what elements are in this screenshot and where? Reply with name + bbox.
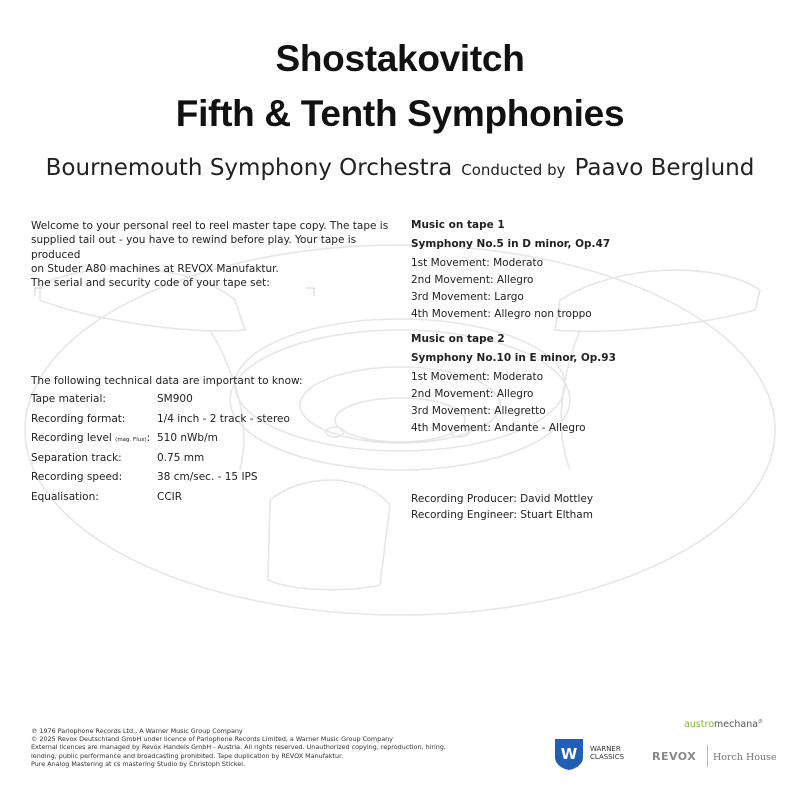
tech-label-recording-level bbox=[31, 432, 150, 444]
movement-item: 3rd Movement: Allegretto bbox=[411, 405, 546, 417]
legal-line: Pure Analog Mastering at cs mastering Studio by Christoph Stickel. bbox=[31, 759, 245, 768]
orchestra-name: Bournemouth Symphony Orchestra bbox=[45, 155, 453, 181]
welcome-line: on Studer A80 machines at REVOX Manufaktur. bbox=[31, 262, 279, 275]
legal-line: ℗ 1976 Parlophone Records Ltd., A Warner Music Group Company bbox=[31, 727, 243, 735]
technical-data-intro: The following technical data are important to know: bbox=[31, 375, 303, 387]
tech-label: Equalisation: bbox=[31, 490, 99, 503]
austromechana-logo bbox=[684, 719, 763, 730]
welcome-line: Welcome to your personal reel to reel master tape copy. The tape is bbox=[31, 220, 389, 232]
movement-item: 2nd Movement: Allegro bbox=[411, 388, 534, 400]
movement-item: 4th Movement: Andante - Allegro bbox=[411, 422, 586, 434]
tech-label-suffix: : bbox=[146, 432, 151, 445]
movement-item: 2nd Movement: Allegro bbox=[411, 274, 534, 286]
horch-house-logo: Horch House bbox=[713, 752, 777, 763]
tech-value: 1/4 inch - 2 track - stereo bbox=[157, 412, 290, 425]
tape-heading: Music on tape 1 bbox=[411, 219, 505, 231]
warner-shield-icon bbox=[553, 737, 585, 771]
tape-gap bbox=[411, 325, 781, 333]
warner-line: WARNER bbox=[590, 745, 621, 753]
tech-label: Tape material: bbox=[31, 393, 106, 405]
austromechana-part1: austro bbox=[684, 719, 715, 731]
tech-label: Recording format: bbox=[31, 412, 126, 425]
tech-value: CCIR bbox=[157, 490, 183, 503]
conducted-by-label: Conducted by bbox=[461, 161, 566, 179]
tape-heading: Music on tape 2 bbox=[411, 333, 505, 345]
registered-mark: ® bbox=[758, 719, 764, 725]
tech-value: 510 nWb/m bbox=[157, 432, 218, 445]
movement-item: 4th Movement: Allegro non troppo bbox=[411, 308, 592, 320]
austromechana-part2: mechana bbox=[714, 719, 759, 731]
tech-label: Recording speed: bbox=[31, 471, 123, 484]
tech-label: Separation track: bbox=[31, 451, 122, 464]
classics-line: CLASSICS bbox=[590, 753, 625, 761]
conductor-name: Paavo Berglund bbox=[574, 155, 755, 181]
movement-item: 1st Movement: Moderato bbox=[411, 257, 543, 269]
tape-2-section bbox=[411, 333, 781, 439]
tech-value: SM900 bbox=[157, 393, 193, 405]
performers-line bbox=[0, 155, 800, 181]
tech-label: Recording level bbox=[31, 432, 112, 445]
tape-contents bbox=[411, 219, 781, 439]
welcome-text bbox=[31, 219, 401, 290]
tech-label-note: (mag. Flux) bbox=[115, 437, 147, 444]
revox-logo: REVOX bbox=[652, 750, 697, 763]
legal-line: © 2025 Revox Deutschland GmbH under licence of Parlophone Records Limited, a Warner Music Group Company bbox=[31, 735, 393, 744]
legal-notice bbox=[31, 727, 511, 768]
movement-item: 1st Movement: Moderato bbox=[411, 371, 543, 383]
album-title-line-2: Fifth & Tenth Symphonies bbox=[175, 93, 625, 134]
warner-classics-wordmark bbox=[590, 745, 624, 761]
symphony-title: Symphony No.5 in D minor, Op.47 bbox=[411, 238, 611, 250]
symphony-title: Symphony No.10 in E minor, Op.93 bbox=[411, 352, 616, 364]
album-title-line-1: Shostakovitch bbox=[275, 38, 525, 79]
svg-text:W: W bbox=[560, 745, 578, 763]
tape-1-section bbox=[411, 219, 781, 325]
welcome-line: The serial and security code of your tape set: bbox=[31, 277, 270, 290]
recording-producer: Recording Producer: David Mottley bbox=[411, 493, 594, 505]
recording-engineer: Recording Engineer: Stuart Eltham bbox=[411, 509, 593, 521]
legal-line: lending, public performance and broadcasting prohibited. Tape duplication by REVOX Manufaktur. bbox=[31, 751, 344, 760]
movement-item: 3rd Movement: Largo bbox=[411, 291, 524, 303]
tech-value: 38 cm/sec. - 15 IPS bbox=[157, 471, 258, 484]
tech-value: 0.75 mm bbox=[157, 451, 205, 464]
welcome-line: supplied tail out - you have to rewind before play. Your tape is produced bbox=[31, 234, 357, 261]
recording-credits bbox=[411, 491, 593, 523]
legal-line: External licences are managed by Revox Handels GmbH - Austria. All rights reserved. Unauthorized copying, reproduction, hiring, bbox=[31, 743, 446, 752]
logo-divider bbox=[707, 745, 708, 767]
